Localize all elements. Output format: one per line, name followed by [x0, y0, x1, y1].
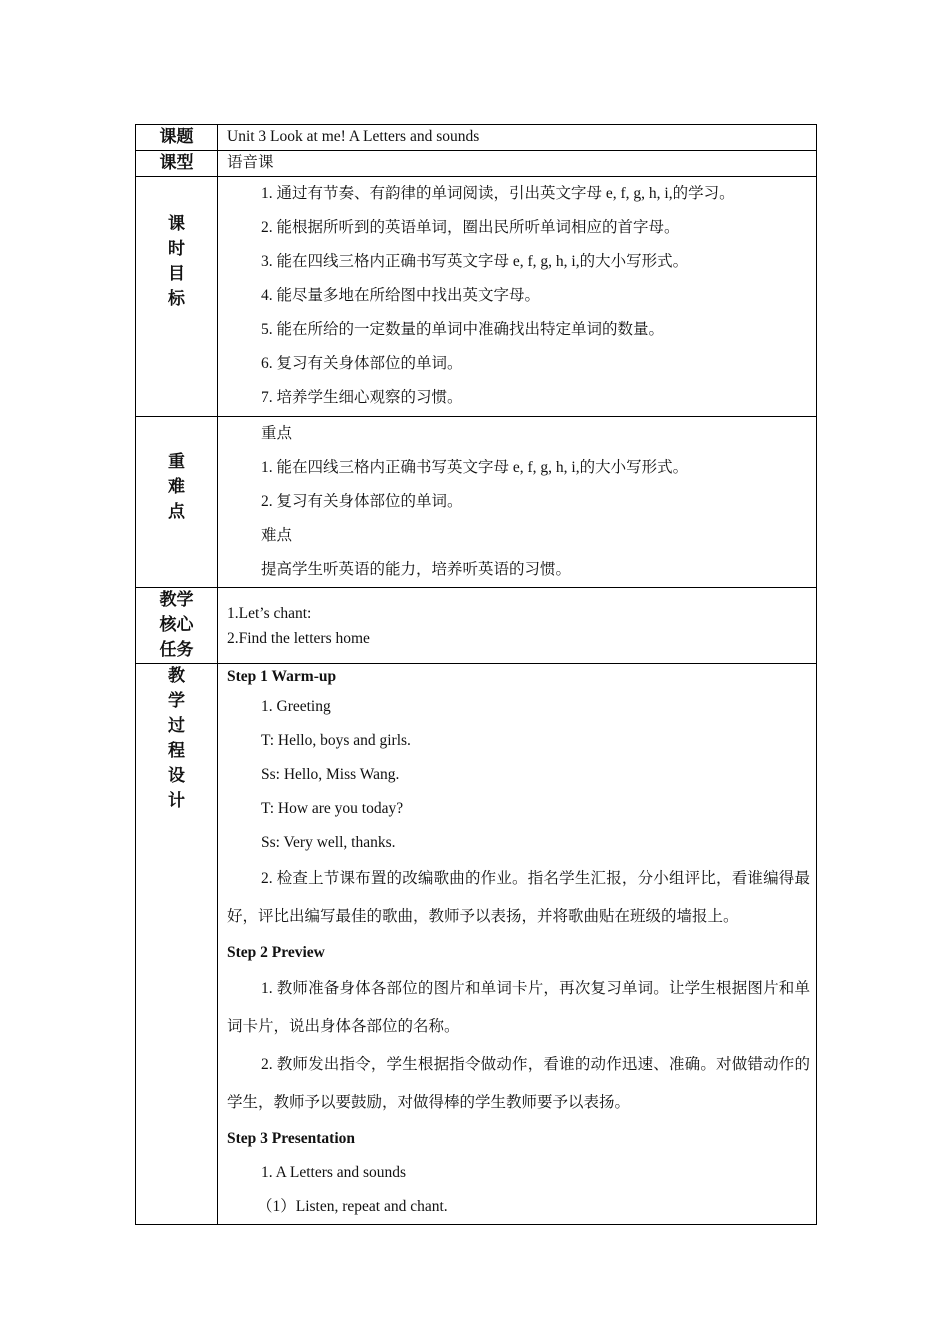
core-tasks-label-line: 教学: [159, 590, 194, 610]
objectives-content: [218, 177, 817, 417]
key-points-label-char: 点: [168, 501, 185, 522]
focus-item: 1. 能在四线三格内正确书写英文字母 e, f, g, h, i,的大小写形式。: [261, 459, 689, 476]
objectives-label: [136, 177, 218, 417]
process-label-char: 学: [168, 691, 185, 711]
difficulty-heading: 难点: [261, 527, 293, 544]
difficulty-item: 提高学生听英语的能力，培养听英语的习惯。: [261, 561, 572, 578]
process-label-char: 过: [168, 716, 185, 736]
row-objectives: [136, 177, 817, 417]
objective-item: 2. 能根据所听到的英语单词，圈出民所听单词相应的首字母。: [261, 219, 680, 236]
objectives-label-char: 标: [168, 288, 185, 309]
step2-paragraph: 2. 教师发出指令，学生根据指令做动作，看谁的动作迅速、准确。对做错动作的学生，教师予以要鼓励，对做得棒的学生教师要予以表扬。: [227, 1056, 810, 1111]
step1-line: T: How are you today?: [261, 800, 404, 817]
row-core-tasks: [136, 588, 817, 664]
process-label-char: 程: [168, 741, 185, 761]
objective-item: 3. 能在四线三格内正确书写英文字母 e, f, g, h, i,的大小写形式。: [261, 253, 689, 270]
process-content: [218, 664, 817, 1225]
step1-paragraph: 2. 检查上节课布置的改编歌曲的作业。指名学生汇报，分小组评比，看谁编得最好，评比出编写最佳的歌曲，教师予以表扬，并将歌曲贴在班级的墙报上。: [227, 870, 810, 925]
key-points-label-char: 重: [168, 451, 185, 472]
process-label-char: 计: [168, 791, 185, 811]
core-tasks-label-line: 任务: [159, 640, 194, 660]
type-label: 课型: [136, 151, 218, 177]
objective-item: 6. 复习有关身体部位的单词。: [261, 355, 463, 372]
focus-heading: 重点: [261, 425, 293, 442]
objective-item: 4. 能尽量多地在所给图中找出英文字母。: [261, 287, 541, 304]
key-points-label: [136, 417, 218, 588]
lesson-plan-table: [135, 124, 817, 1225]
step3-line: 1. A Letters and sounds: [261, 1164, 407, 1181]
process-label: [136, 664, 218, 1225]
step3-line: （1）Listen, repeat and chant.: [257, 1198, 448, 1215]
core-tasks-content: [218, 588, 817, 664]
step1-title: Step 1 Warm-up: [227, 668, 337, 685]
row-process: [136, 664, 817, 1225]
step3-title: Step 3 Presentation: [227, 1130, 356, 1147]
type-value: 语音课: [218, 151, 817, 177]
objectives-label-char: 时: [168, 238, 185, 259]
step1-line: Ss: Very well, thanks.: [261, 834, 396, 851]
step1-line: Ss: Hello, Miss Wang.: [261, 766, 400, 783]
core-tasks-label-line: 核心: [159, 615, 194, 635]
core-task-item: 1.Let’s chant:: [227, 604, 312, 622]
core-task-item: 2.Find the letters home: [227, 629, 370, 647]
objectives-label-char: 课: [168, 213, 185, 234]
core-tasks-label: [136, 588, 218, 664]
title-value: Unit 3 Look at me! A Letters and sounds: [218, 125, 817, 151]
objective-item: 5. 能在所给的一定数量的单词中准确找出特定单词的数量。: [261, 321, 665, 338]
row-title: [136, 125, 817, 151]
objective-item: 7. 培养学生细心观察的习惯。: [261, 389, 463, 406]
key-points-content: [218, 417, 817, 588]
row-key-points: [136, 417, 817, 588]
title-label: 课题: [136, 125, 218, 151]
step1-line: T: Hello, boys and girls.: [261, 732, 411, 749]
process-label-char: 设: [168, 766, 185, 786]
lesson-plan-page: [135, 124, 816, 1225]
objectives-label-char: 目: [168, 263, 185, 284]
key-points-label-char: 难: [168, 476, 185, 497]
row-type: [136, 151, 817, 177]
process-label-char: 教: [168, 666, 185, 686]
step2-paragraph: 1. 教师准备身体各部位的图片和单词卡片，再次复习单词。让学生根据图片和单词卡片，说出身体各部位的名称。: [227, 980, 810, 1035]
step1-line: 1. Greeting: [261, 698, 331, 715]
objective-item: 1. 通过有节奏、有韵律的单词阅读，引出英文字母 e, f, g, h, i,的学习。: [261, 185, 735, 202]
step2-title: Step 2 Preview: [227, 944, 325, 961]
focus-item: 2. 复习有关身体部位的单词。: [261, 493, 463, 510]
